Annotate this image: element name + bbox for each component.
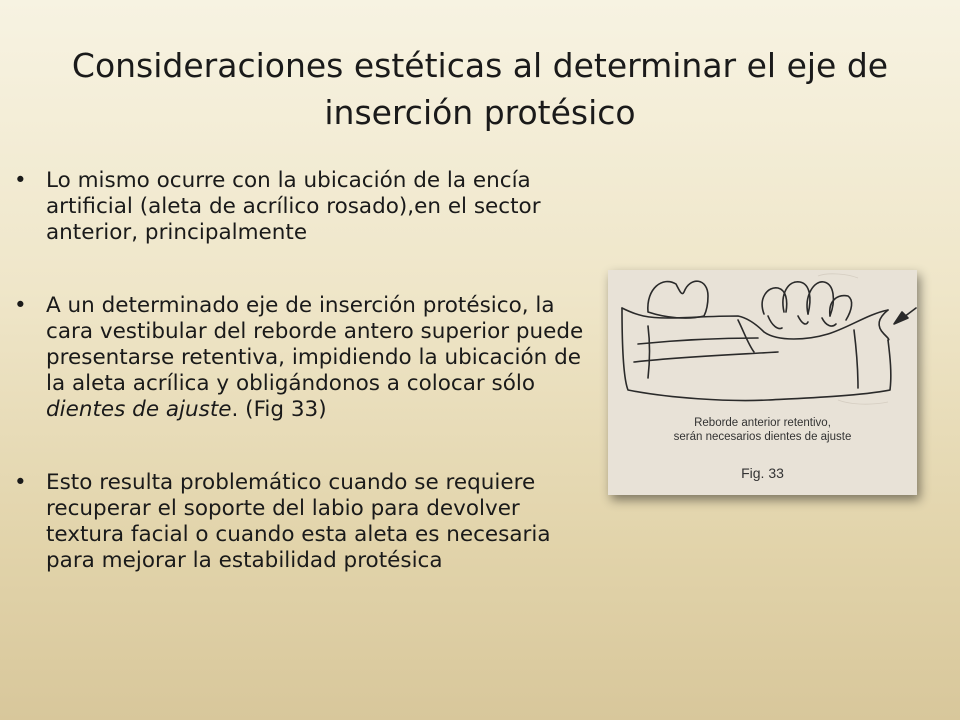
bullet-list [14, 168, 599, 574]
bullet-text: A un determinado eje de inserción protésico, la cara vestibular del reborde antero superior puede presentarse retentiva, impidiendo la ubicación de la aleta acrílica y obligándonos a colocar sólo [46, 293, 584, 396]
figure-33 [608, 270, 917, 495]
bullet-item [14, 470, 599, 574]
figure-caption-line: Reborde anterior retentivo, [694, 417, 831, 429]
bullet-text: Lo mismo ocurre con la ubicación de la encía artificial (aleta de acrílico rosado),en el sector anterior, principalmente [46, 168, 541, 245]
bullet-item [14, 293, 599, 423]
tooth-sketch-drawing [608, 270, 917, 495]
bullet-dot-icon: • [14, 470, 27, 495]
bullet-text-tail: . (Fig 33) [231, 397, 327, 422]
bullet-item [14, 168, 599, 246]
bullet-dot-icon: • [14, 293, 27, 318]
bullet-text: Esto resulta problemático cuando se requiere recuperar el soporte del labio para devolver textura facial o cuando esta aleta es necesaria para mejorar la estabilidad protésica [46, 470, 551, 573]
slide-title: Consideraciones estéticas al determinar el eje de inserción protésico [71, 46, 889, 132]
bullet-italic-term: dientes de ajuste [46, 397, 232, 422]
figure-label: Fig. 33 [741, 465, 784, 481]
bullet-dot-icon: • [14, 168, 27, 193]
figure-caption-line: serán necesarios dientes de ajuste [673, 431, 852, 443]
